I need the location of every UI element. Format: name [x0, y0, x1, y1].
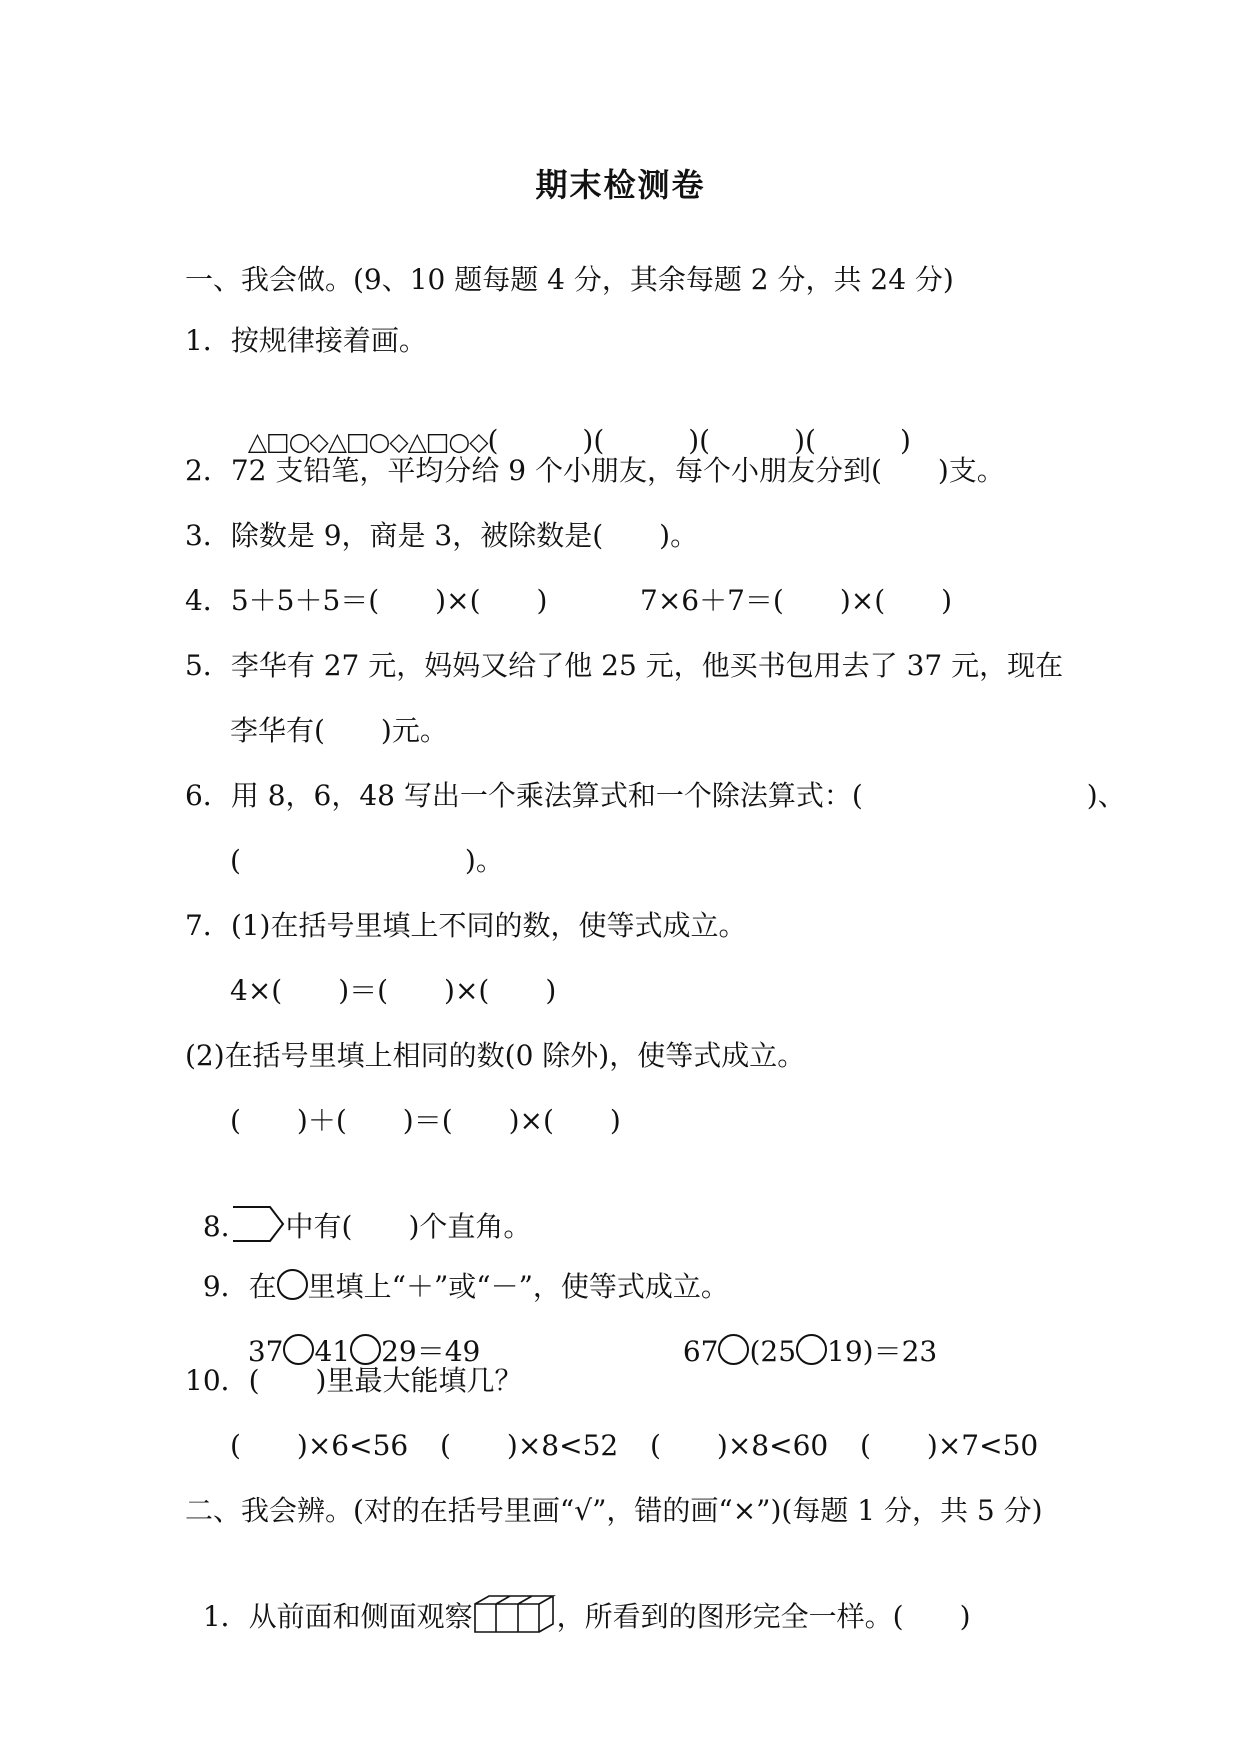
q10-item-3: ( )×8<60	[650, 1429, 829, 1462]
q7-part1-equation: 4×( )＝( )×( )	[230, 974, 557, 1007]
s2-q1-row	[185, 1558, 971, 1643]
q9-suffix: 里填上“＋”或“－”，使等式成立。	[307, 1270, 729, 1303]
q4-left: 4．5＋5＋5＝( )×( )	[185, 584, 548, 617]
q9-eq1-term3: 29＝49	[381, 1335, 481, 1368]
q4-right: 7×6＋7＝( )×( )	[640, 584, 953, 617]
s2-q1-prefix: 1．从前面和侧面观察	[202, 1600, 473, 1633]
q10-item-4: ( )×7<50	[860, 1429, 1039, 1462]
blank-circle-icon	[283, 1334, 314, 1365]
q5-line1: 5．李华有 27 元，妈妈又给了他 25 元，他买书包用去了 37 元，现在	[185, 649, 1064, 682]
blank-circle-icon	[277, 1269, 308, 1300]
q7-part2-equation: ( )＋( )＝( )×( )	[230, 1104, 621, 1137]
q8-text: 中有( )个直角。	[285, 1210, 532, 1243]
q1-pattern: △□○◇△□○◇△□○◇	[247, 427, 488, 456]
s2-q1-suffix: ，所看到的图形完全一样。( )	[556, 1600, 971, 1633]
section1-heading: 一、我会做。(9、10 题每题 4 分，其余每题 2 分，共 24 分)	[185, 263, 954, 296]
blank-circle-icon	[350, 1334, 381, 1365]
blank-circle-icon	[796, 1334, 827, 1365]
q9-eq2-term2: (25	[749, 1335, 797, 1368]
q1-pattern-row	[230, 387, 911, 460]
section2-heading: 二、我会辨。(对的在括号里画“√”，错的画“×”)(每题 1 分，共 5 分)	[185, 1494, 1043, 1527]
q9-row	[185, 1233, 729, 1305]
q9-eq1-term2: 41	[314, 1335, 351, 1368]
blank-circle-icon	[718, 1334, 749, 1365]
page-title: 期末检测卷	[535, 166, 706, 204]
q2-text: 2．72 支铅笔，平均分给 9 个小朋友，每个小朋友分到( )支。	[185, 454, 1005, 487]
q10-text: 10．( )里最大能填几？	[185, 1364, 523, 1397]
q7-part2: (2)在括号里填上相同的数(0 除外)，使等式成立。	[185, 1039, 806, 1072]
q3-text: 3．除数是 9，商是 3，被除数是( )。	[185, 519, 699, 552]
q9-equation-1	[230, 1298, 480, 1370]
q7-part1: 7．(1)在括号里填上不同的数，使等式成立。	[185, 909, 747, 942]
q10-item-2: ( )×8<52	[440, 1429, 619, 1462]
q6-line1: 6．用 8，6，48 写出一个乘法算式和一个除法算式：( )、	[185, 779, 1126, 812]
q5-line2: 李华有( )元。	[230, 714, 448, 747]
q6-line2: ( )。	[230, 844, 504, 877]
q1-blanks: ( )( )( )( )	[487, 424, 911, 457]
q8-number: 8.	[202, 1210, 230, 1243]
cuboid-three-cubes-icon	[473, 1594, 557, 1643]
q10-item-1: ( )×6<56	[230, 1429, 409, 1462]
q9-prefix: 9．在	[202, 1270, 277, 1303]
q9-eq1-term1: 37	[247, 1335, 284, 1368]
q9-eq2-term1: 67	[682, 1335, 719, 1368]
q1-text: 1．按规律接着画。	[185, 324, 427, 357]
q9-eq2-term3: 19)＝23	[827, 1335, 938, 1368]
q9-equation-2	[665, 1298, 937, 1370]
